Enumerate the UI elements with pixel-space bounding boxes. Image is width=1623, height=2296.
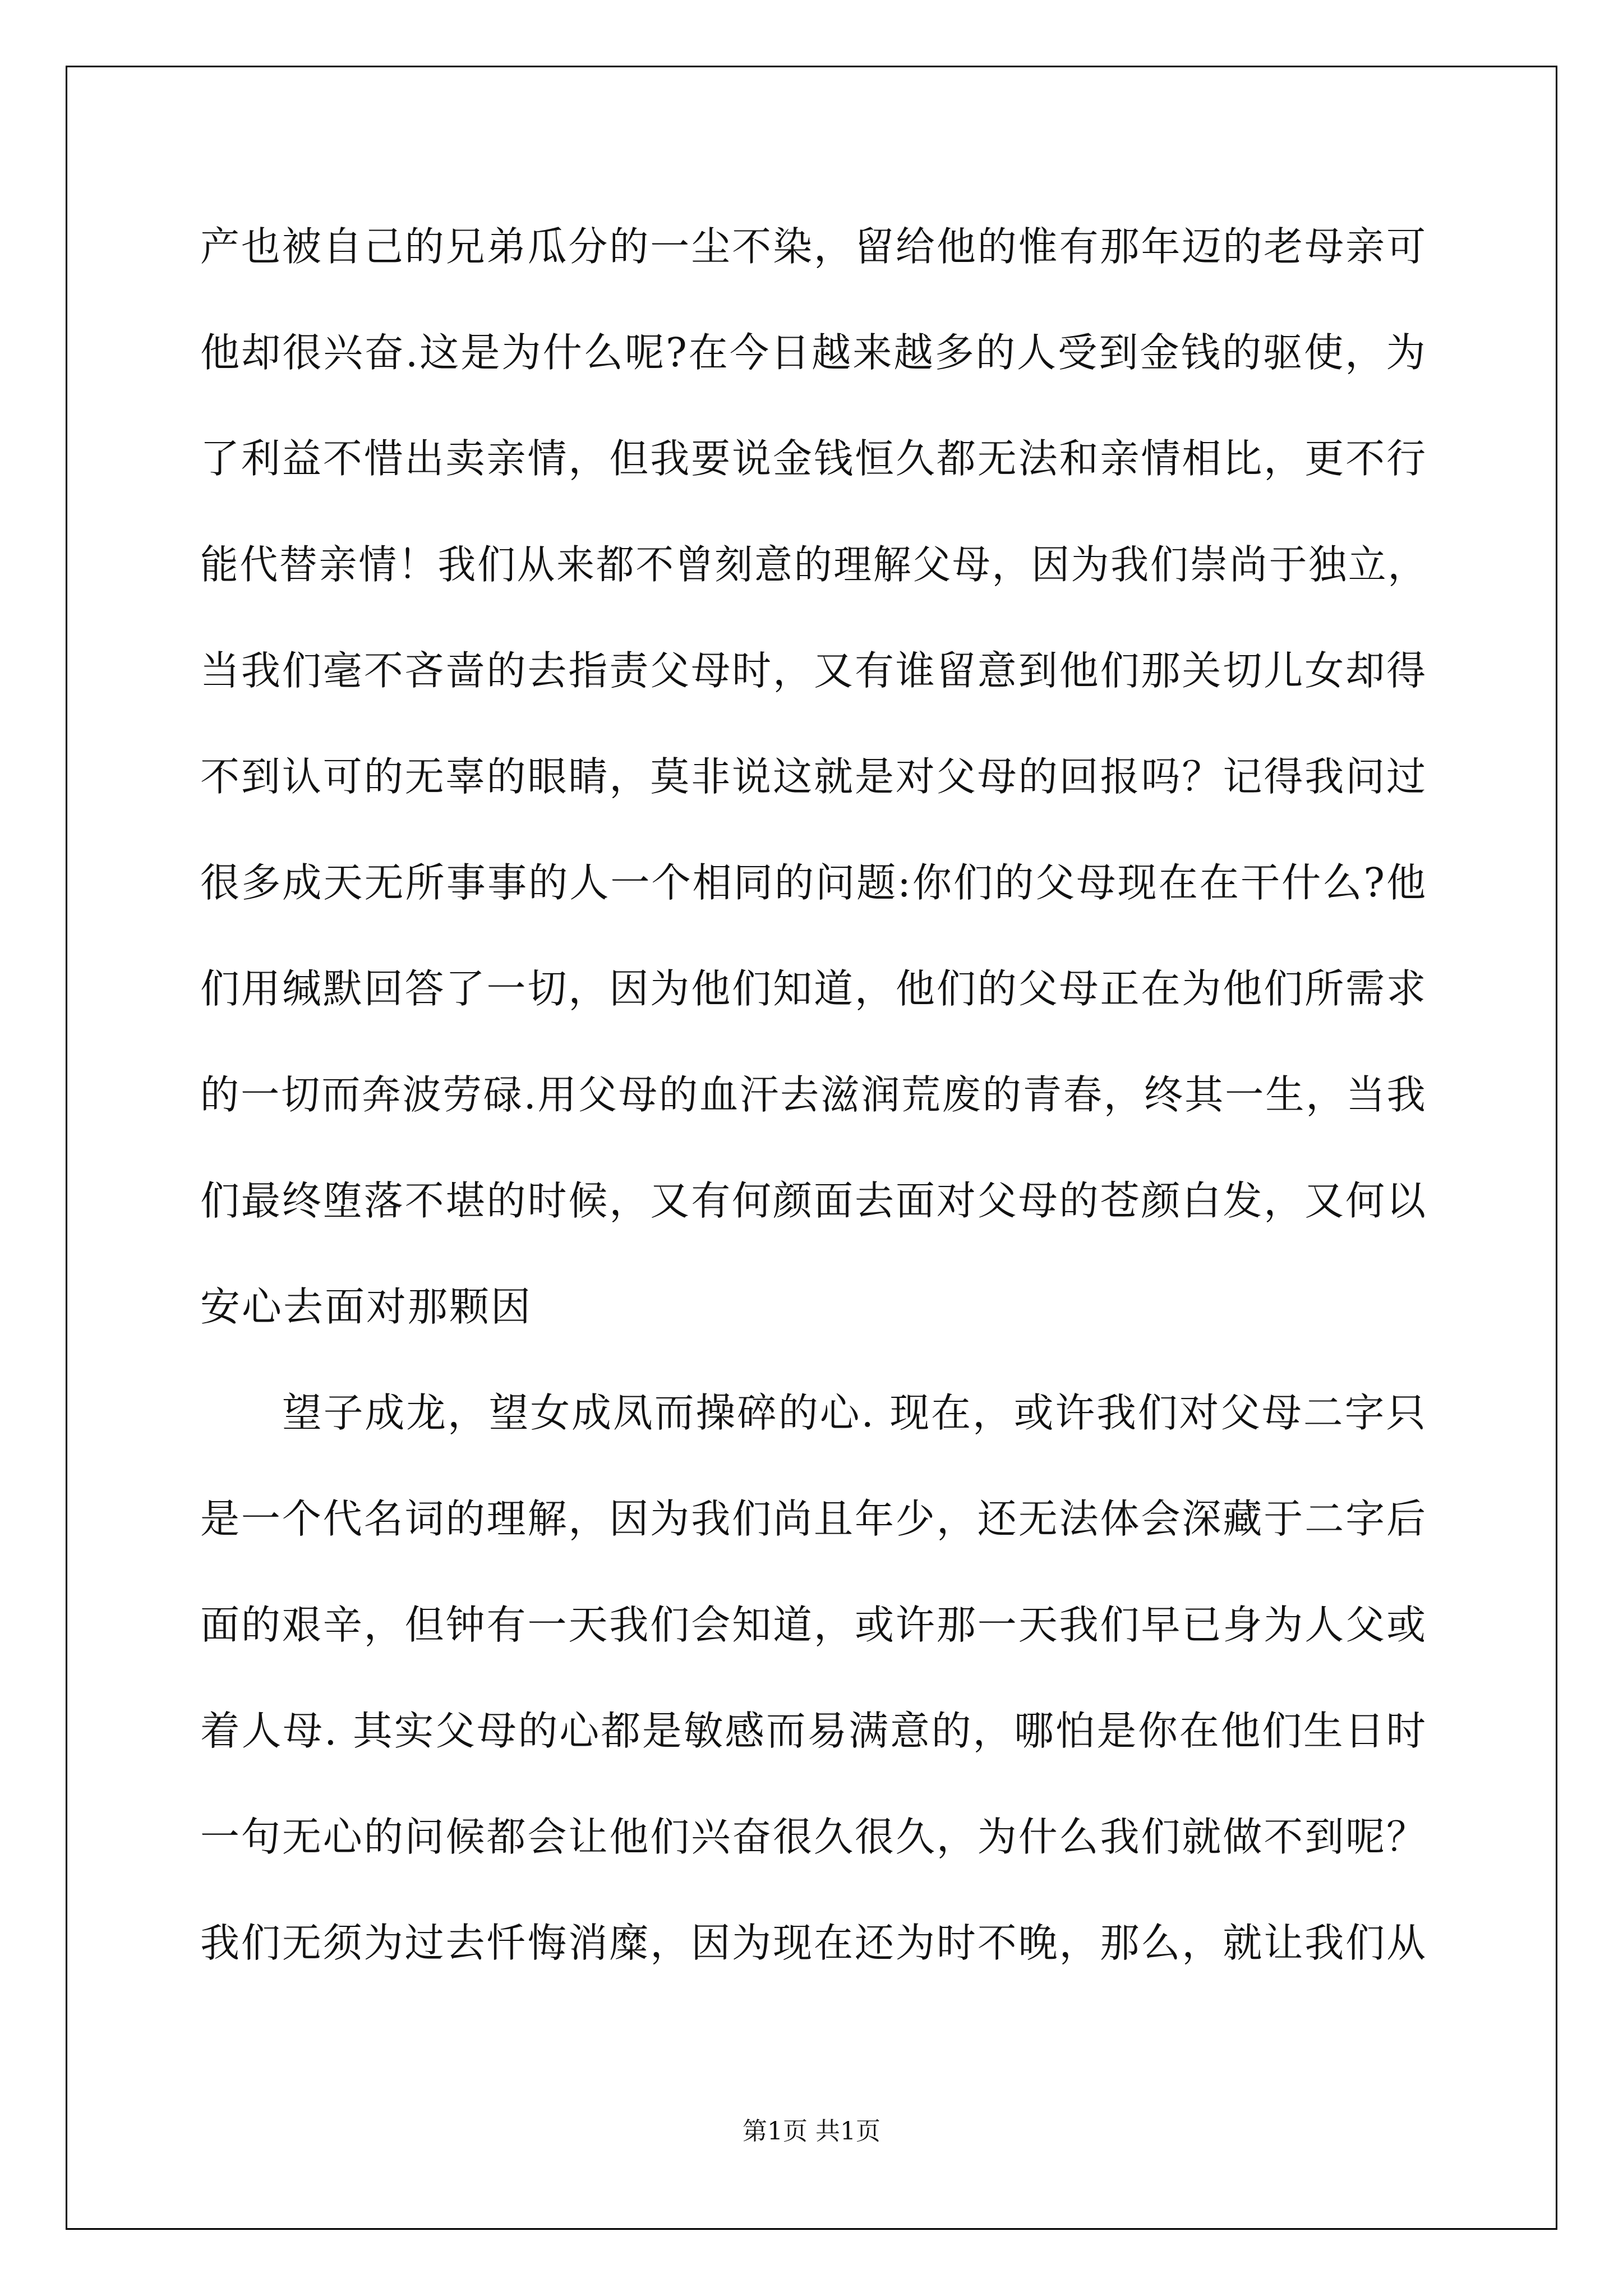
paragraph-first-line: 望子成龙，望女成凤而操碎的心. 现在，或许我们对父母二字只 [282, 1389, 1428, 1436]
body-text-line: 面的艰辛，但钟有一天我们会知道，或许那一天我们早已身为人父或 [200, 1602, 1428, 1648]
body-text-line: 当我们毫不吝啬的去指责父母时，又有谁留意到他们那关切儿女却得 [200, 647, 1428, 694]
body-text-line: 产也被自己的兄弟瓜分的一尘不染，留给他的惟有那年迈的老母亲可 [200, 223, 1428, 270]
body-text-line: 是一个代名词的理解，因为我们尚且年少，还无法体会深藏于二字后 [200, 1496, 1428, 1542]
body-text-line: 安心去面对那颗因 [200, 1283, 533, 1330]
body-text-line: 他却很兴奋.这是为什么呢?在今日越来越多的人受到金钱的驱使，为 [200, 329, 1427, 376]
body-text-line: 我们无须为过去忏悔消糜，因为现在还为时不晚，那么，就让我们从 [200, 1920, 1428, 1966]
page-footer: 第1页 共1页 [743, 2117, 880, 2146]
body-text-line: 了利益不惜出卖亲情，但我要说金钱恒久都无法和亲情相比，更不行 [200, 435, 1428, 482]
body-text-line: 的一切而奔波劳碌.用父母的血汗去滋润荒废的青春，终其一生，当我 [200, 1071, 1427, 1118]
page-border [66, 66, 1557, 2230]
body-text-line: 很多成天无所事事的人一个相同的问题:你们的父母现在在干什么?他 [200, 859, 1428, 906]
body-text-line: 不到认可的无辜的眼睛，莫非说这就是对父母的回报吗？记得我问过 [200, 753, 1428, 800]
body-text-line: 能代替亲情！我们从来都不曾刻意的理解父母，因为我们崇尚于独立， [200, 541, 1428, 588]
body-text-line: 着人母. 其实父母的心都是敏感而易满意的，哪怕是你在他们生日时 [200, 1708, 1428, 1754]
body-text-line: 们最终堕落不堪的时候，又有何颜面去面对父母的苍颜白发，又何以 [200, 1177, 1428, 1224]
body-text-line: 们用缄默回答了一切，因为他们知道，他们的父母正在为他们所需求 [200, 965, 1428, 1012]
body-text-line: 一句无心的问候都会让他们兴奋很久很久，为什么我们就做不到呢？ [200, 1814, 1428, 1860]
